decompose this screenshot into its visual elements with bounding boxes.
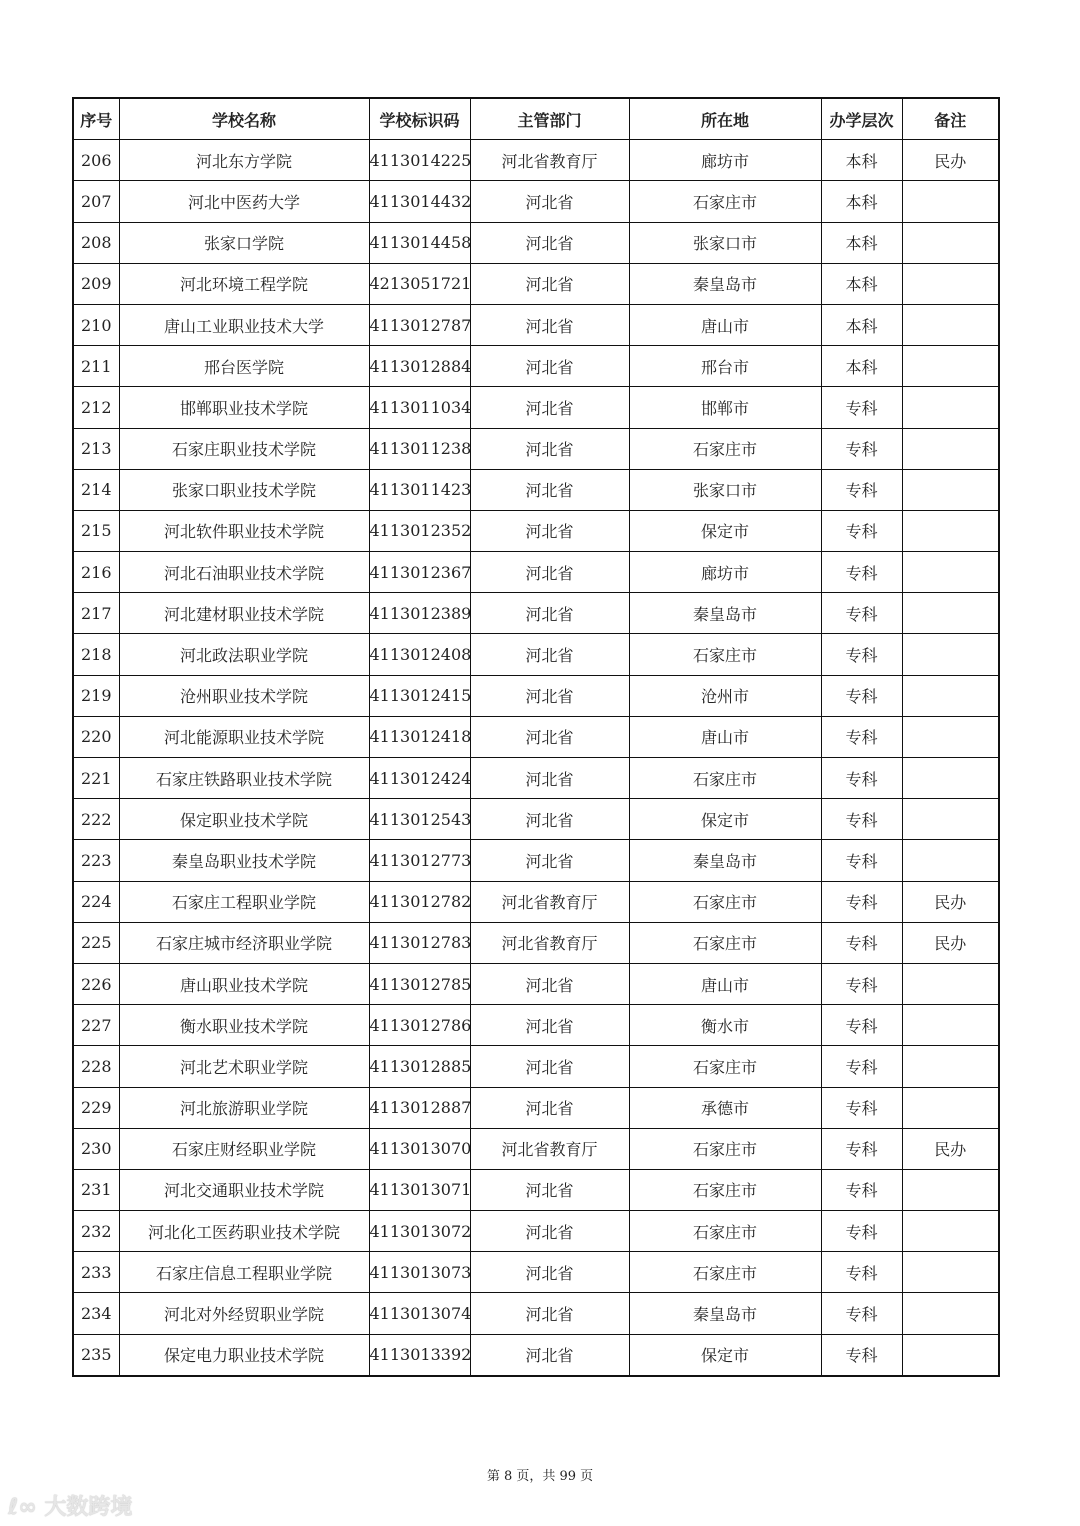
column-header: 主管部门 (470, 98, 629, 140)
column-header: 办学层次 (821, 98, 902, 140)
column-header: 备注 (902, 98, 999, 140)
table-cell: 承德市 (629, 1087, 821, 1128)
table-cell: 邯郸市 (629, 387, 821, 428)
table-cell: 廊坊市 (629, 140, 821, 181)
table-cell: 4113012786 (369, 1005, 470, 1046)
table-cell: 河北省教育厅 (470, 140, 629, 181)
table-cell: 4113012543 (369, 799, 470, 840)
table-cell: 张家口职业技术学院 (119, 469, 369, 510)
table-row (73, 222, 999, 263)
table-cell (902, 758, 999, 799)
table-cell: 河北省 (470, 593, 629, 634)
table-cell: 河北省 (470, 387, 629, 428)
table-cell: 河北艺术职业学院 (119, 1046, 369, 1087)
table-cell: 4113012418 (369, 716, 470, 757)
table-row (73, 799, 999, 840)
table-cell: 专科 (821, 675, 902, 716)
table-cell: 专科 (821, 1087, 902, 1128)
table-cell: 邯郸职业技术学院 (119, 387, 369, 428)
table-cell (902, 1293, 999, 1334)
table-cell: 4113014225 (369, 140, 470, 181)
table-cell: 专科 (821, 758, 902, 799)
table-cell: 专科 (821, 716, 902, 757)
table-row (73, 1252, 999, 1293)
column-header: 学校标识码 (369, 98, 470, 140)
table-cell: 专科 (821, 1169, 902, 1210)
table-row (73, 675, 999, 716)
table-row (73, 634, 999, 675)
table-cell: 石家庄市 (629, 881, 821, 922)
table-cell: 河北政法职业学院 (119, 634, 369, 675)
table-cell: 民办 (902, 1128, 999, 1169)
table-cell: 石家庄市 (629, 1128, 821, 1169)
table-cell: 专科 (821, 428, 902, 469)
table-cell (902, 963, 999, 1004)
table-row (73, 716, 999, 757)
table-cell (902, 799, 999, 840)
table-cell: 河北对外经贸职业学院 (119, 1293, 369, 1334)
table-row (73, 140, 999, 181)
table-cell: 河北东方学院 (119, 140, 369, 181)
table-cell: 石家庄铁路职业技术学院 (119, 758, 369, 799)
table-cell: 河北省 (470, 1211, 629, 1252)
table-row (73, 346, 999, 387)
table-row (73, 1293, 999, 1334)
table-cell (902, 593, 999, 634)
table-cell: 邢台市 (629, 346, 821, 387)
table-cell (902, 263, 999, 304)
table-cell: 河北省 (470, 1005, 629, 1046)
table-cell: 210 (73, 304, 119, 345)
table-cell: 河北省教育厅 (470, 1128, 629, 1169)
table-cell: 河北省 (470, 222, 629, 263)
school-table (72, 97, 1000, 1377)
table-cell (902, 634, 999, 675)
table-cell: 河北省 (470, 1046, 629, 1087)
table-cell: 河北省 (470, 304, 629, 345)
table-cell: 河北省 (470, 469, 629, 510)
table-cell: 沧州职业技术学院 (119, 675, 369, 716)
table-cell: 河北省教育厅 (470, 881, 629, 922)
table-cell: 4113012787 (369, 304, 470, 345)
table-cell (902, 1046, 999, 1087)
table-cell: 4113014432 (369, 181, 470, 222)
table-cell: 213 (73, 428, 119, 469)
table-cell: 石家庄市 (629, 634, 821, 675)
table-cell: 220 (73, 716, 119, 757)
table-cell: 专科 (821, 799, 902, 840)
table-cell: 河北能源职业技术学院 (119, 716, 369, 757)
table-cell: 209 (73, 263, 119, 304)
table-cell: 民办 (902, 881, 999, 922)
table-row (73, 1046, 999, 1087)
table-cell: 216 (73, 552, 119, 593)
table-row (73, 1211, 999, 1252)
table-cell: 212 (73, 387, 119, 428)
table-row (73, 387, 999, 428)
table-cell (902, 1211, 999, 1252)
table-cell (902, 428, 999, 469)
table-cell: 235 (73, 1334, 119, 1376)
table-cell: 专科 (821, 552, 902, 593)
column-header: 所在地 (629, 98, 821, 140)
table-cell: 214 (73, 469, 119, 510)
table-cell: 专科 (821, 1252, 902, 1293)
table-cell: 民办 (902, 140, 999, 181)
table-cell: 河北省 (470, 675, 629, 716)
table-cell (902, 1334, 999, 1376)
table-cell: 河北省 (470, 263, 629, 304)
table-header-row (73, 98, 999, 140)
table-cell: 221 (73, 758, 119, 799)
table-cell: 秦皇岛职业技术学院 (119, 840, 369, 881)
table-cell: 4113011034 (369, 387, 470, 428)
table-cell: 232 (73, 1211, 119, 1252)
table-cell: 专科 (821, 469, 902, 510)
table-cell: 4113012424 (369, 758, 470, 799)
table-cell (902, 1005, 999, 1046)
table-cell: 河北化工医药职业技术学院 (119, 1211, 369, 1252)
table-cell: 本科 (821, 181, 902, 222)
table-cell: 张家口市 (629, 222, 821, 263)
table-cell: 228 (73, 1046, 119, 1087)
table-row (73, 1087, 999, 1128)
table-cell: 石家庄职业技术学院 (119, 428, 369, 469)
table-cell: 207 (73, 181, 119, 222)
table-cell: 215 (73, 510, 119, 551)
table-cell: 石家庄工程职业学院 (119, 881, 369, 922)
table-cell: 河北省 (470, 346, 629, 387)
table-cell: 唐山市 (629, 304, 821, 345)
table-cell: 河北省 (470, 634, 629, 675)
table-cell: 223 (73, 840, 119, 881)
table-cell: 河北省 (470, 758, 629, 799)
table-cell: 208 (73, 222, 119, 263)
table-cell: 4113012352 (369, 510, 470, 551)
table-row (73, 181, 999, 222)
table-cell: 唐山市 (629, 716, 821, 757)
table-cell: 石家庄市 (629, 1169, 821, 1210)
table-cell: 4113012887 (369, 1087, 470, 1128)
table-row (73, 922, 999, 963)
table-cell: 本科 (821, 304, 902, 345)
table-row (73, 469, 999, 510)
table-cell: 石家庄市 (629, 1211, 821, 1252)
table-cell: 保定市 (629, 799, 821, 840)
table-cell: 229 (73, 1087, 119, 1128)
table-cell: 专科 (821, 1046, 902, 1087)
table-cell: 专科 (821, 922, 902, 963)
table-cell: 专科 (821, 1334, 902, 1376)
table-cell: 邢台医学院 (119, 346, 369, 387)
table-row (73, 881, 999, 922)
table-cell: 民办 (902, 922, 999, 963)
table-cell: 4113012773 (369, 840, 470, 881)
table-cell: 秦皇岛市 (629, 263, 821, 304)
table-cell: 4113012367 (369, 552, 470, 593)
table-cell (902, 1169, 999, 1210)
table-cell: 234 (73, 1293, 119, 1334)
table-cell: 河北旅游职业学院 (119, 1087, 369, 1128)
table-cell: 秦皇岛市 (629, 593, 821, 634)
table-cell: 专科 (821, 593, 902, 634)
table-cell: 张家口市 (629, 469, 821, 510)
table-row (73, 1128, 999, 1169)
table-cell: 石家庄财经职业学院 (119, 1128, 369, 1169)
table-cell: 石家庄市 (629, 758, 821, 799)
table-cell: 4113013070 (369, 1128, 470, 1169)
table-row (73, 963, 999, 1004)
table-cell: 4113013071 (369, 1169, 470, 1210)
table-cell: 4113011423 (369, 469, 470, 510)
table-row (73, 1334, 999, 1376)
table-cell: 4113012415 (369, 675, 470, 716)
table-cell: 衡水市 (629, 1005, 821, 1046)
table-cell: 河北省 (470, 1252, 629, 1293)
table-cell: 河北省 (470, 552, 629, 593)
table-cell: 石家庄信息工程职业学院 (119, 1252, 369, 1293)
table-cell: 225 (73, 922, 119, 963)
table-cell: 专科 (821, 1293, 902, 1334)
table-cell: 4113013074 (369, 1293, 470, 1334)
page-footer: 第 8 页，共 99 页 (486, 1469, 594, 1484)
table-row (73, 263, 999, 304)
table-cell: 唐山市 (629, 963, 821, 1004)
table-cell: 河北省教育厅 (470, 922, 629, 963)
table-cell: 石家庄市 (629, 1252, 821, 1293)
table-cell: 4113012783 (369, 922, 470, 963)
table-cell: 石家庄市 (629, 1046, 821, 1087)
table-cell: 河北省 (470, 1169, 629, 1210)
table-cell: 河北省 (470, 1293, 629, 1334)
table-row (73, 510, 999, 551)
table-cell (902, 346, 999, 387)
column-header: 学校名称 (119, 98, 369, 140)
table-cell: 231 (73, 1169, 119, 1210)
table-cell: 河北石油职业技术学院 (119, 552, 369, 593)
table-cell: 4113012408 (369, 634, 470, 675)
table-cell: 本科 (821, 346, 902, 387)
table-cell: 唐山职业技术学院 (119, 963, 369, 1004)
table-cell: 专科 (821, 1211, 902, 1252)
table-cell (902, 1087, 999, 1128)
column-header: 序号 (73, 98, 119, 140)
table-cell (902, 304, 999, 345)
table-row (73, 1169, 999, 1210)
table-row (73, 552, 999, 593)
table-cell: 石家庄市 (629, 428, 821, 469)
table-cell: 衡水职业技术学院 (119, 1005, 369, 1046)
table-cell: 河北省 (470, 1087, 629, 1128)
table-cell: 专科 (821, 634, 902, 675)
table-cell (902, 552, 999, 593)
table-cell: 本科 (821, 140, 902, 181)
table-cell: 河北省 (470, 716, 629, 757)
table-cell: 唐山工业职业技术大学 (119, 304, 369, 345)
table-cell: 河北省 (470, 1334, 629, 1376)
table-row (73, 840, 999, 881)
table-cell: 4113011238 (369, 428, 470, 469)
table-cell: 石家庄城市经济职业学院 (119, 922, 369, 963)
table-cell (902, 716, 999, 757)
table-cell: 222 (73, 799, 119, 840)
table-cell: 217 (73, 593, 119, 634)
table-cell: 河北环境工程学院 (119, 263, 369, 304)
table-cell: 本科 (821, 263, 902, 304)
table-cell: 河北中医药大学 (119, 181, 369, 222)
table-cell: 保定电力职业技术学院 (119, 1334, 369, 1376)
table-cell: 227 (73, 1005, 119, 1046)
table-cell: 211 (73, 346, 119, 387)
table-row (73, 758, 999, 799)
table-cell: 本科 (821, 222, 902, 263)
table-cell: 廊坊市 (629, 552, 821, 593)
table-cell: 专科 (821, 881, 902, 922)
table-cell: 河北省 (470, 963, 629, 1004)
table-cell (902, 222, 999, 263)
table-cell: 秦皇岛市 (629, 840, 821, 881)
table-cell: 4113012885 (369, 1046, 470, 1087)
table-cell: 4113012884 (369, 346, 470, 387)
table-cell: 保定市 (629, 510, 821, 551)
table-cell (902, 469, 999, 510)
table-cell: 专科 (821, 510, 902, 551)
table-cell: 河北软件职业技术学院 (119, 510, 369, 551)
table-cell: 河北省 (470, 428, 629, 469)
table-cell: 河北省 (470, 510, 629, 551)
table-cell: 保定职业技术学院 (119, 799, 369, 840)
table-cell: 4213051721 (369, 263, 470, 304)
table-cell: 河北交通职业技术学院 (119, 1169, 369, 1210)
table-cell: 河北建材职业技术学院 (119, 593, 369, 634)
table-cell: 226 (73, 963, 119, 1004)
table-cell: 4113013073 (369, 1252, 470, 1293)
table-cell: 河北省 (470, 840, 629, 881)
table-cell: 4113013392 (369, 1334, 470, 1376)
table-cell: 保定市 (629, 1334, 821, 1376)
table-cell: 233 (73, 1252, 119, 1293)
table-cell: 专科 (821, 387, 902, 428)
table-cell: 230 (73, 1128, 119, 1169)
table-cell: 专科 (821, 1128, 902, 1169)
table-cell (902, 387, 999, 428)
table-row (73, 593, 999, 634)
table-row (73, 304, 999, 345)
table-cell: 河北省 (470, 799, 629, 840)
table-cell: 专科 (821, 840, 902, 881)
table-cell (902, 675, 999, 716)
watermark-logo: ℓ∞ 大数跨境 (8, 1495, 133, 1520)
table-cell (902, 510, 999, 551)
table-cell: 专科 (821, 963, 902, 1004)
table-cell: 张家口学院 (119, 222, 369, 263)
table-cell: 224 (73, 881, 119, 922)
table-cell: 河北省 (470, 181, 629, 222)
table-cell: 石家庄市 (629, 181, 821, 222)
table-cell: 206 (73, 140, 119, 181)
table-cell: 专科 (821, 1005, 902, 1046)
table-cell: 219 (73, 675, 119, 716)
table-cell: 218 (73, 634, 119, 675)
table-cell: 4113013072 (369, 1211, 470, 1252)
table-cell: 石家庄市 (629, 922, 821, 963)
table-cell: 4113012782 (369, 881, 470, 922)
table-cell: 沧州市 (629, 675, 821, 716)
table-cell: 秦皇岛市 (629, 1293, 821, 1334)
table-cell: 4113014458 (369, 222, 470, 263)
table-cell (902, 181, 999, 222)
table-cell (902, 1252, 999, 1293)
table-row (73, 1005, 999, 1046)
table-cell: 4113012389 (369, 593, 470, 634)
table-cell: 4113012785 (369, 963, 470, 1004)
table-row (73, 428, 999, 469)
table-cell (902, 840, 999, 881)
